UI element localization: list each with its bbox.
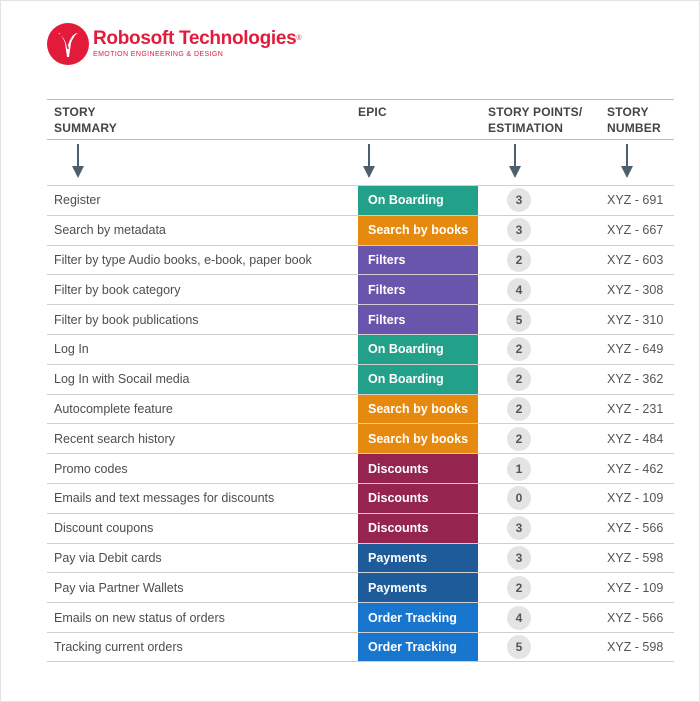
story-number: XYZ - 362 (607, 372, 664, 387)
story-number: XYZ - 566 (607, 610, 664, 625)
story-number: XYZ - 462 (607, 461, 664, 476)
table-row (47, 304, 674, 334)
story-number: XYZ - 308 (607, 282, 664, 297)
arrow-down-icon (362, 144, 376, 178)
story-number: XYZ - 649 (607, 342, 664, 357)
story-points-badge: 4 (507, 278, 531, 302)
epic-badge: Filters (358, 275, 478, 304)
story-points-badge: 4 (507, 606, 531, 630)
story-summary: Emails and text messages for discounts (54, 491, 275, 506)
table-row (47, 274, 674, 304)
story-summary: Log In (54, 342, 89, 357)
epic-badge: Discounts (358, 454, 478, 483)
story-number: XYZ - 231 (607, 401, 664, 416)
story-number: XYZ - 603 (607, 252, 664, 267)
epic-badge: Filters (358, 305, 478, 334)
brand-name: Robosoft Technologies® (93, 28, 302, 49)
table-row (47, 513, 674, 543)
table-row (47, 483, 674, 513)
arrow-row (47, 140, 674, 185)
story-summary: Search by metadata (54, 223, 166, 238)
story-points-badge: 2 (507, 427, 531, 451)
epic-badge: Search by books (358, 216, 478, 245)
table-row (47, 632, 674, 662)
table-row (47, 245, 674, 275)
table-row (47, 543, 674, 573)
table-row (47, 572, 674, 602)
table-row (47, 364, 674, 394)
story-summary: Pay via Debit cards (54, 550, 162, 565)
story-summary: Log In with Socail media (54, 372, 190, 387)
header-story-number: STORY NUMBER (607, 105, 661, 135)
story-points-badge: 2 (507, 337, 531, 361)
table-row (47, 602, 674, 632)
epic-badge: On Boarding (358, 335, 478, 364)
header-story-points: STORY POINTS/ ESTIMATION (488, 105, 583, 135)
story-summary: Filter by book publications (54, 312, 199, 327)
arrow-down-icon (71, 144, 85, 178)
story-summary: Emails on new status of orders (54, 610, 225, 625)
epic-badge: On Boarding (358, 186, 478, 215)
story-points-badge: 5 (507, 635, 531, 659)
story-number: XYZ - 598 (607, 550, 664, 565)
epic-badge: Search by books (358, 395, 478, 424)
story-points-badge: 3 (507, 546, 531, 570)
story-points-badge: 5 (507, 308, 531, 332)
table-header (47, 99, 674, 140)
story-summary: Pay via Partner Wallets (54, 580, 184, 595)
epic-badge: Search by books (358, 424, 478, 453)
brand-tagline: EMOTION ENGINEERING & DESIGN (93, 51, 224, 58)
table-row (47, 423, 674, 453)
brand-text (93, 29, 301, 59)
story-number: XYZ - 109 (607, 491, 664, 506)
arrow-down-icon (508, 144, 522, 178)
story-summary: Recent search history (54, 431, 175, 446)
story-points-badge: 2 (507, 367, 531, 391)
story-summary: Discount coupons (54, 521, 154, 536)
story-summary: Autocomplete feature (54, 401, 173, 416)
epic-badge: Discounts (358, 514, 478, 543)
header-epic: EPIC (358, 105, 387, 119)
story-table (47, 99, 674, 662)
story-summary: Filter by book category (54, 282, 181, 297)
story-number: XYZ - 691 (607, 193, 664, 208)
story-summary: Tracking current orders (54, 639, 183, 654)
story-summary: Promo codes (54, 461, 128, 476)
epic-badge: Discounts (358, 484, 478, 513)
story-points-badge: 2 (507, 576, 531, 600)
story-summary: Filter by type Audio books, e-book, paper book (54, 252, 312, 267)
story-number: XYZ - 566 (607, 521, 664, 536)
table-row (47, 215, 674, 245)
story-points-badge: 2 (507, 397, 531, 421)
epic-badge: Order Tracking (358, 633, 478, 661)
table-body (47, 185, 674, 662)
story-points-badge: 2 (507, 248, 531, 272)
table-row (47, 334, 674, 364)
epic-badge: Payments (358, 544, 478, 573)
story-number: XYZ - 667 (607, 223, 664, 238)
brand-logo (47, 23, 301, 65)
story-number: XYZ - 598 (607, 639, 664, 654)
epic-badge: Order Tracking (358, 603, 478, 632)
story-points-badge: 3 (507, 516, 531, 540)
table-row (47, 185, 674, 215)
story-points-badge: 1 (507, 457, 531, 481)
table-row (47, 453, 674, 483)
story-points-badge: 0 (507, 486, 531, 510)
arrow-down-icon (620, 144, 634, 178)
story-points-badge: 3 (507, 218, 531, 242)
registered-mark: ® (296, 35, 302, 42)
header-story-summary: STORY SUMMARY (54, 105, 117, 135)
story-number: XYZ - 310 (607, 312, 664, 327)
epic-badge: Payments (358, 573, 478, 602)
story-points-badge: 3 (507, 188, 531, 212)
robosoft-logo-icon (47, 23, 89, 65)
story-number: XYZ - 484 (607, 431, 664, 446)
table-row (47, 394, 674, 424)
story-summary: Register (54, 193, 101, 208)
epic-badge: Filters (358, 246, 478, 275)
story-number: XYZ - 109 (607, 580, 664, 595)
epic-badge: On Boarding (358, 365, 478, 394)
